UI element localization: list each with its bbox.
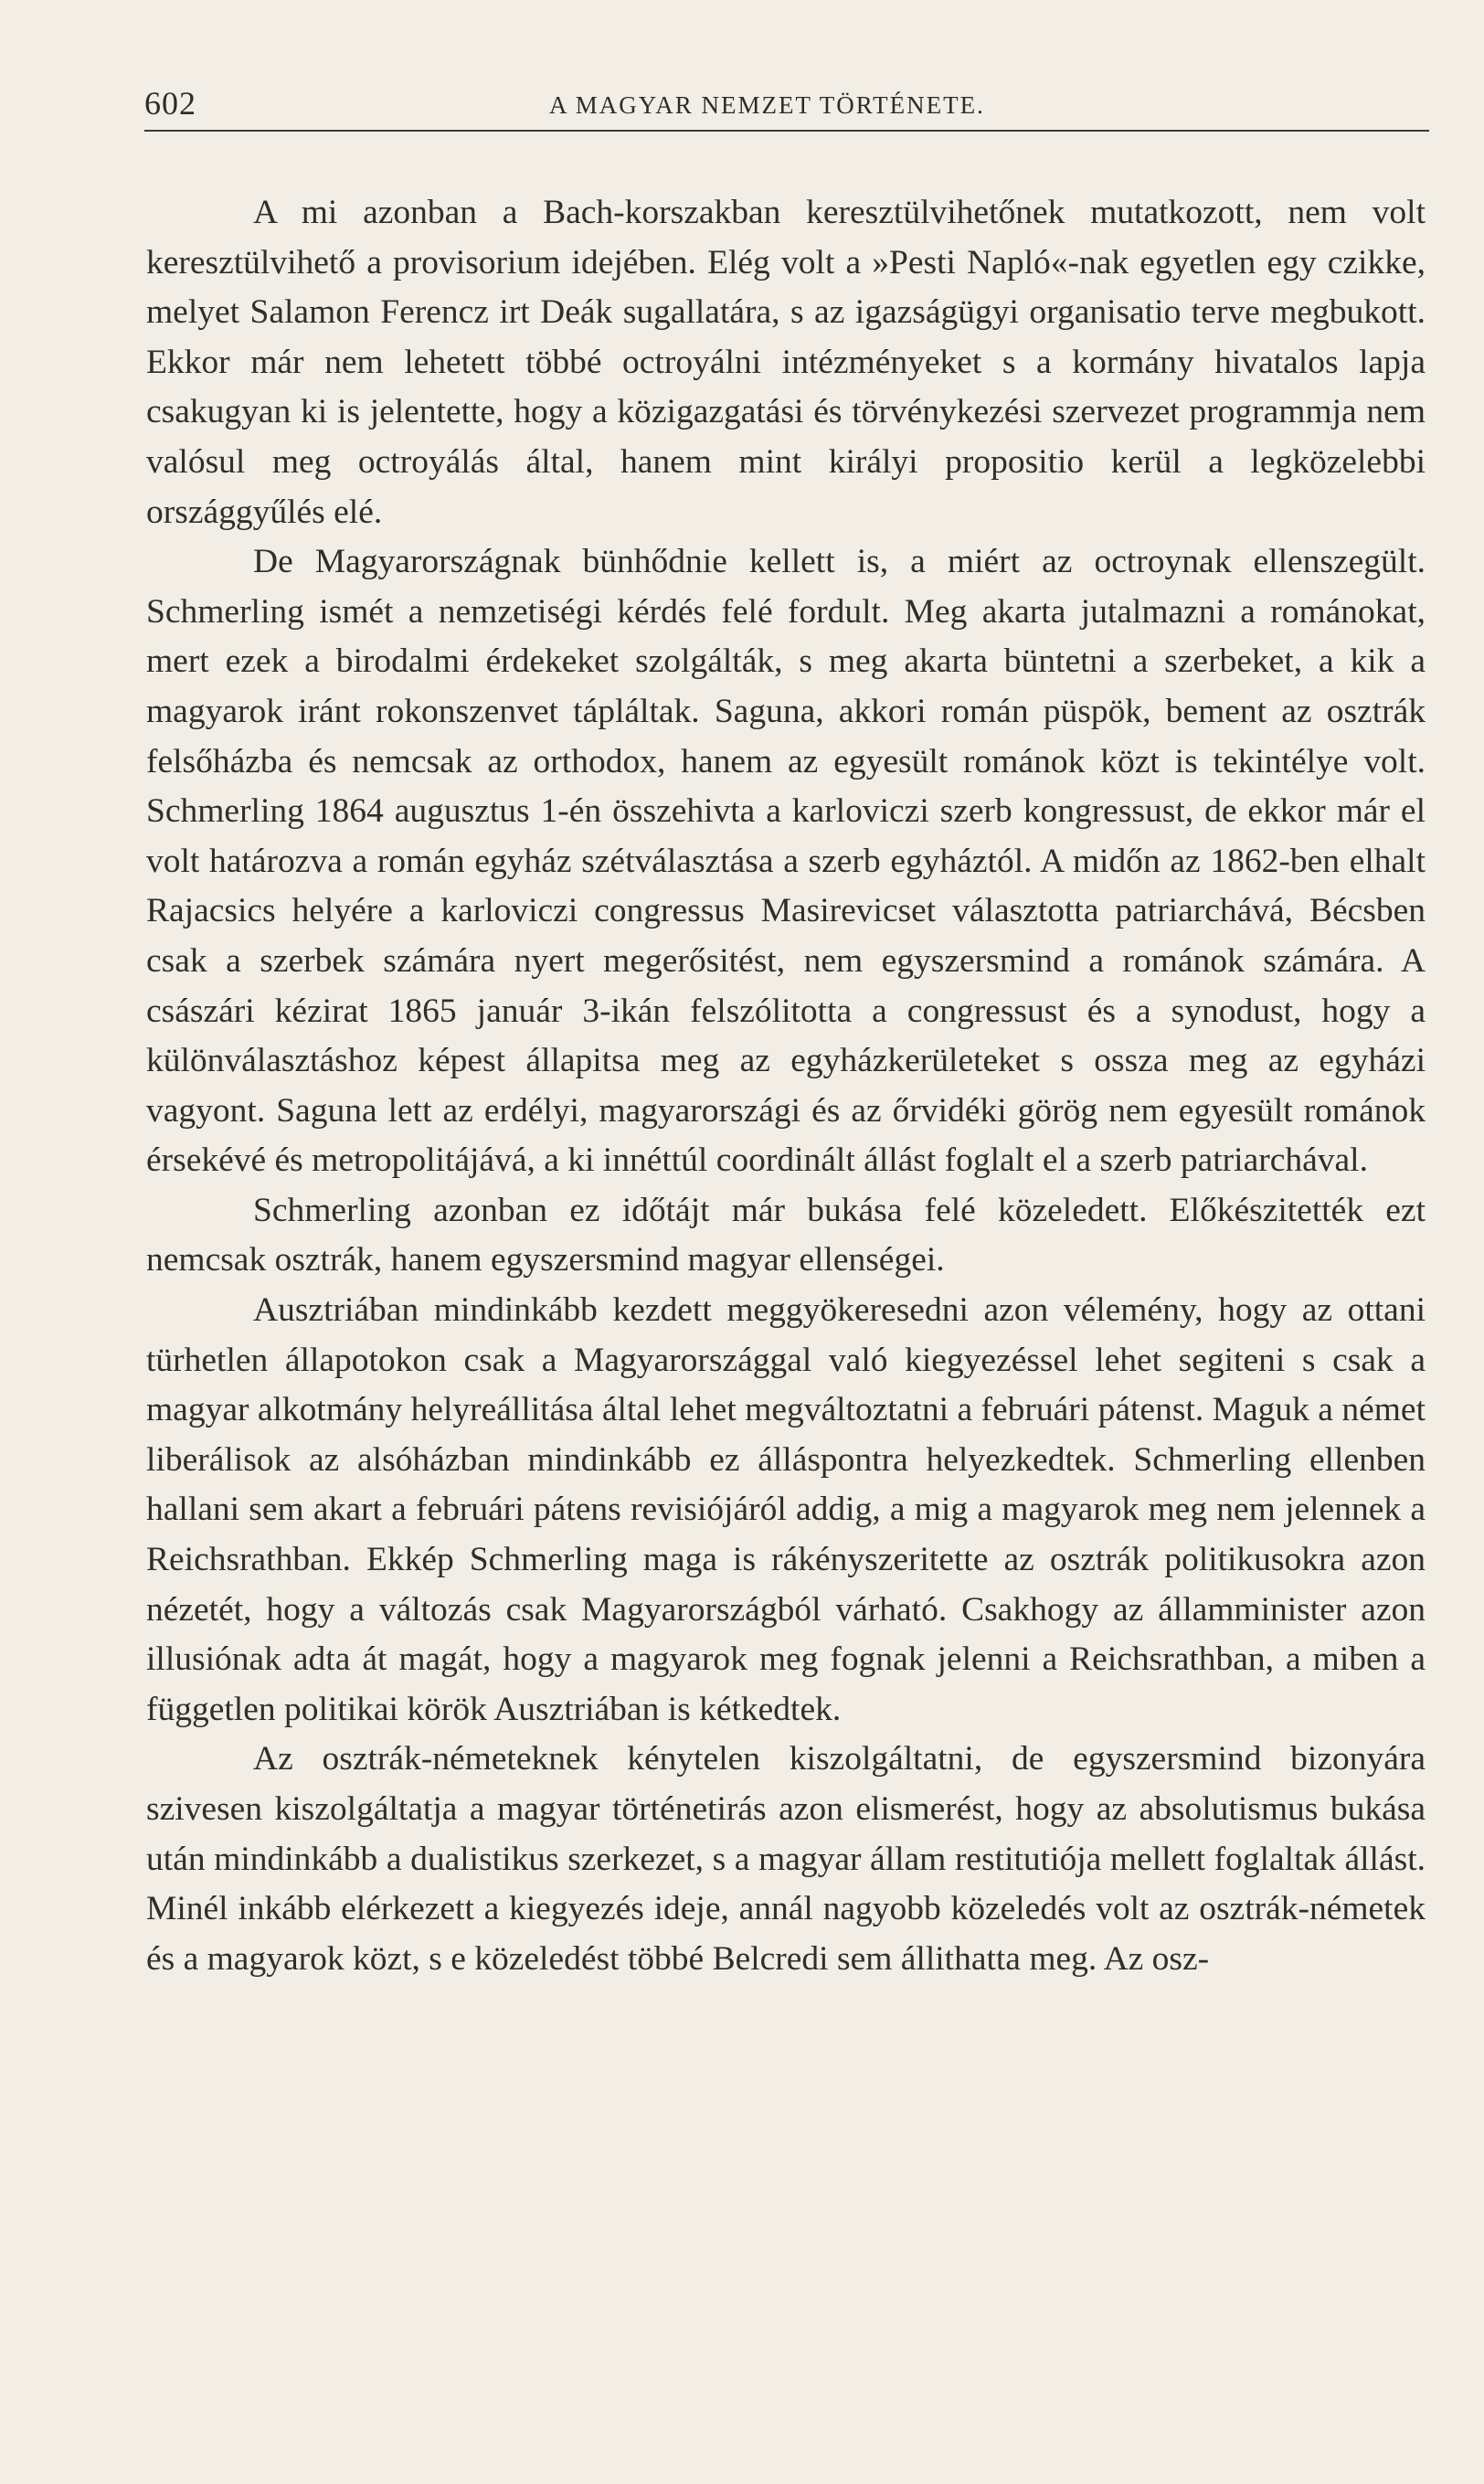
paragraph: De Magyarországnak bünhődnie kellett is, a miért az octroynak ellenszegült. Schmerling ismét a nemzetiségi kérdés felé fordult. Meg akarta jutalmazni a románokat, mert ezek a birodalmi érdekeket szolgálták, s meg akarta büntetni a szerbeket, a kik a magyarok iránt rokonszenvet tápláltak. Saguna, akkori román püspök, bement az osztrák felsőházba és nemcsak az orthodox, hanem az egyesült románok közt is tekintélye volt. Schmerling 1864 augusztus 1-én összehivta a karloviczi szerb kongressust, de ekkor már el volt határozva a román egyház szétválasztása a szerb egyháztól. A midőn az 1862-ben elhalt Rajacsics helyére a karloviczi congressus Masirevicset választotta patriarchává, Bécsben csak a szerbek számára nyert megerősitést, nem egyszersmind a románok számára. A császári kézirat 1865 január 3-ikán felszólitotta a congressust és a synodust, hogy a különválasztáshoz képest állapitsa meg az egyházkerületeket s ossza meg az egyházi vagyont. Saguna lett az erdélyi, magyarországi és az őrvidéki görög nem egyesült románok érsekévé és metropolitájává, a ki innéttúl coordinált állást foglalt el a szerb patriarchával. <box>146 543 1426 1180</box>
running-title: A MAGYAR NEMZET TÖRTÉNETE. <box>549 91 985 119</box>
paragraph: A mi azonban a Bach-korszakban keresztülvihetőnek mutatkozott, nem volt keresztülvihető a provisorium idejében. Elég volt a »Pesti Napló«-nak egyetlen egy czikke, melyet Salamon Ferencz irt Deák sugallatára, s az igazságügyi organisatio terve megbukott. Ekkor már nem lehetett többé octroyálni intézményeket s a kormány hivatalos lapja csakugyan ki is jelentette, hogy a közigazgatási és törvénykezési szervezet programmja nem valósul meg octroyálás által, hanem mint királyi propositio kerül a legközelebbi országgyűlés elé. <box>146 194 1426 531</box>
body-text <box>146 188 1426 1984</box>
paragraph: Schmerling azonban ez időtájt már bukása felé közeledett. Előkészitették ezt nemcsak osztrák, hanem egyszersmind magyar ellenségei. <box>146 1191 1426 1279</box>
header-rule <box>144 130 1429 132</box>
paragraph: Ausztriában mindinkább kezdett meggyökeresedni azon vélemény, hogy az ottani türhetlen állapotokon csak a Magyarországgal való kiegyezéssel lehet segiteni s csak a magyar alkotmány helyreállitása által lehet megváltoztatni a februári pátenst. Maguk a német liberálisok az alsóházban mindinkább ez álláspontra helyezkedtek. Schmerling ellenben hallani sem akart a februári pátens revisiójáról addig, a mig a magyarok meg nem jelennek a Reichsrathban. Ekkép Schmerling maga is rákényszeritette az osztrák politikusokra azon nézetét, hogy a változás csak Magyarországból várható. Csakhogy az államminister azon illusiónak adta át magát, hogy a magyarok meg fognak jelenni a Reichsrathban, a miben a független politikai körök Ausztriában is kétkedtek. <box>146 1291 1426 1728</box>
paragraph: Az osztrák-németeknek kénytelen kiszolgáltatni, de egyszersmind bizonyára szivesen kiszolgáltatja a magyar történetirás azon elismerést, hogy az absolutismus bukása után mindinkább a dualistikus szerkezet, s a magyar állam restitutiója mellett foglaltak állást. Minél inkább elérkezett a kiegyezés ideje, annál nagyobb közeledés volt az osztrák-németek és a magyarok közt, s e közeledést többé Belcredi sem állithatta meg. Az osz- <box>146 1740 1426 1978</box>
page-number: 602 <box>144 85 196 122</box>
page-header <box>144 84 1429 130</box>
